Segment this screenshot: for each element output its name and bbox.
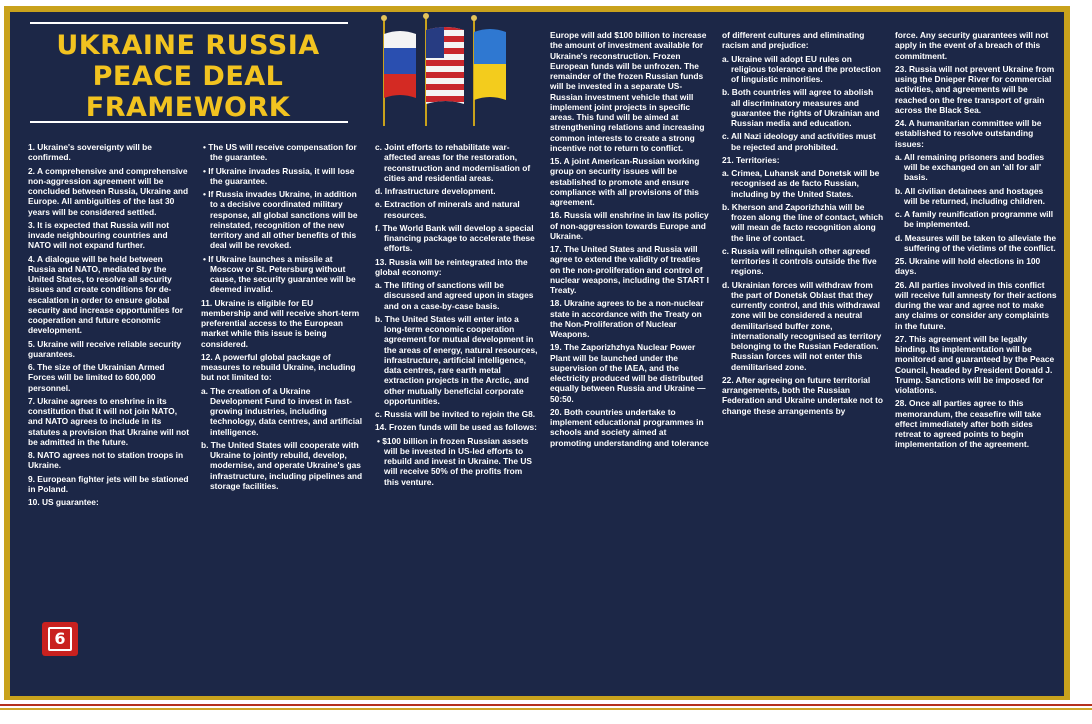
flags-illustration: [360, 8, 520, 136]
red-divider: [0, 704, 1092, 706]
paragraph: d. Infrastructure development.: [375, 186, 496, 196]
paragraph: f. The World Bank will develop a special financing package to accelerate these efforts.: [375, 222, 535, 254]
paragraph: • The US will receive compensation for the guarantee.: [203, 142, 357, 163]
paragraph: 17. The United States and Russia will agree to extend the validity of treaties on the non-proliferation and control of nuclear weapons, including the START I Treaty.: [550, 244, 709, 295]
paragraph: 19. The Zaporizhzhya Nuclear Power Plant will be launched under the supervision of the IAEA, and the electricity produced will be distributed equally between Russia and Ukraine — 50:50.: [550, 342, 706, 404]
paragraph: c. Russia will be invited to rejoin the G8.: [375, 409, 536, 419]
ukraine-flag-icon: [470, 18, 510, 110]
paragraph: 25. Ukraine will hold elections in 100 days.: [895, 256, 1041, 277]
paragraph: 15. A joint American-Russian working group on security issues will be established to promote and ensure compliance with all provisions of this agreement.: [550, 156, 700, 207]
paragraph: 1. Ukraine's sovereignty will be confirmed.: [28, 142, 152, 163]
paragraph: a. All remaining prisoners and bodies will be exchanged on an 'all for all' basis.: [895, 151, 1045, 183]
paragraph: 26. All parties involved in this conflict will receive full amnesty for their actions during the war and agree not to make any claims or consider any complaints in the future.: [895, 279, 1057, 331]
paragraph: 4. A dialogue will be held between Russia and NATO, mediated by the United States, to resolve all security issues and create conditions for de-escalation in order to ensure global security and increase opportunities for cooperation and future economic development.: [28, 253, 183, 336]
page-number-badge: [42, 622, 78, 656]
paragraph: a. Crimea, Luhansk and Donetsk will be recognised as de facto Russian, including by the United States.: [722, 168, 880, 199]
paragraph: of different cultures and eliminating racism and prejudice:: [722, 30, 865, 51]
paragraph: 14. Frozen funds will be used as follows:: [375, 422, 537, 433]
paragraph: b. The United States will cooperate with Ukraine to jointly rebuild, develop, modernise, and operate Ukraine's gas infrastructure, including pipelines and storage facilities.: [201, 439, 363, 491]
paragraph: 28. Once all parties agree to this memorandum, the ceasefire will take effect immediately after both sides retreat to agreed points to begin implementation of the agreement.: [895, 398, 1042, 450]
paragraph: a. The creation of a Ukraine Development Fund to invest in fast-growing industries, including technology, data centres, and artificial intelligence.: [201, 385, 363, 437]
paragraph: 24. A humanitarian committee will be established to resolve outstanding issues:: [895, 118, 1042, 149]
paragraph: 6. The size of the Ukrainian Armed Forces will be limited to 600,000 personnel.: [28, 362, 165, 393]
text-column-4: [550, 30, 710, 451]
paragraph: b. All civilian detainees and hostages will be returned, including children.: [895, 185, 1045, 206]
paragraph: e. Extraction of minerals and natural resources.: [375, 199, 520, 220]
text-column-1: [28, 142, 190, 510]
paragraph: 27. This agreement will be legally binding. Its implementation will be monitored and guaranteed by the Peace Council, headed by President Donald J. Trump. Sanctions will be imposed for violations.: [895, 333, 1055, 395]
text-column-2: [201, 142, 363, 494]
paragraph: b. Both countries will agree to abolish all discriminatory measures and guarantee the rights of Ukrainian and Russian media and education.: [722, 87, 880, 128]
title-top-rule: [30, 22, 348, 24]
text-column-5: [722, 30, 884, 419]
paragraph: c. Russia will relinquish other agreed territories it controls outside the five regions.: [722, 245, 877, 277]
paragraph: 20. Both countries undertake to implement educational programmes in schools and society aimed at promoting understanding and tolerance: [550, 406, 709, 448]
page-number: 6: [48, 627, 72, 651]
paragraph: d. Measures will be taken to alleviate the suffering of the victims of the conflict.: [895, 232, 1057, 253]
paragraph: 8. NATO agrees not to station troops in Ukraine.: [28, 450, 184, 471]
paragraph: Europe will add $100 billion to increase the amount of investment available for Ukraine's reconstruction. Frozen European funds will be unfrozen. The remainder of the frozen Russian funds will be invested in a separate US-Russian investment vehicle that will implement joint projects in specific areas. This fund will be aimed at strengthening relations and increasing common interests to create a strong incentive not to return to conflict.: [550, 30, 707, 153]
paragraph: 5. Ukraine will receive reliable security guarantees.: [28, 338, 182, 359]
paragraph: 9. European fighter jets will be stationed in Poland.: [28, 473, 189, 494]
paragraph: 10. US guarantee:: [28, 497, 99, 507]
text-column-6: [895, 30, 1057, 453]
paragraph: 7. Ukraine agrees to enshrine in its constitution that it will not join NATO, and NATO agrees to include in its statutes a provision that Ukraine will not be admitted in the future.: [28, 395, 190, 447]
paragraph: c. A family reunification programme will be implemented.: [895, 209, 1054, 230]
paragraph: 22. After agreeing on future territorial arrangements, both the Russian Federation and Ukraine undertake not to change these arrangements by: [722, 374, 884, 416]
paragraph: 13. Russia will be reintegrated into the global economy:: [375, 256, 528, 277]
paragraph: • If Ukraine invades Russia, it will lose the guarantee.: [203, 165, 355, 186]
paragraph: b. The United States will enter into a long-term economic cooperation agreement for mutual development in the areas of energy, natural resources, infrastructure, artificial intelligence, data centres, rare earth metal extraction projects in the Arctic, and other mutually beneficial corporate opportunities.: [375, 313, 538, 406]
usa-flag-icon: [420, 18, 470, 110]
paragraph: • $100 billion in frozen Russian assets will be invested in US-led efforts to rebuild and invest in Ukraine. The US will receive 50% of the profits from this venture.: [377, 435, 532, 487]
text-column-3: [375, 142, 538, 490]
paragraph: 12. A powerful global package of measures to rebuild Ukraine, including but not limited to:: [201, 351, 356, 383]
paragraph: c. Joint efforts to rehabilitate war-affected areas for the restoration, reconstruction and modernisation of cities and residential areas.: [375, 142, 531, 183]
paragraph: 11. Ukraine is eligible for EU membership and will receive short-term preferential access to the European market while this issue is being considered.: [201, 297, 360, 349]
gold-divider: [0, 708, 1092, 710]
paragraph: c. All Nazi ideology and activities must be rejected and prohibited.: [722, 131, 876, 152]
paragraph: d. Ukrainian forces will withdraw from the part of Donetsk Oblast that they currently control, and this withdrawal zone will be considered a neutral demilitarised buffer zone, internationally recognised as territory belonging to the Russian Federation. Russian forces will not enter this demilitarised zone.: [722, 279, 882, 372]
paragraph: b. Kherson and Zaporizhzhia will be frozen along the line of contact, which will mean de facto recognition along the line of contact.: [722, 201, 884, 243]
page-title: UKRAINE RUSSIA PEACE DEAL FRAMEWORK: [56, 30, 320, 123]
paragraph: a. The lifting of sanctions will be discussed and agreed upon in stages and on a case-by-case basis.: [375, 280, 534, 311]
paragraph: 2. A comprehensive and comprehensive non-aggression agreement will be concluded between Russia, Ukraine and Europe. All ambiguities of the last 30 years will be considered settled.: [28, 165, 189, 217]
russia-flag-icon: [380, 18, 420, 104]
paragraph: 23. Russia will not prevent Ukraine from using the Dnieper River for commercial activities, and agreements will be reached on the free transport of grain across the Black Sea.: [895, 63, 1055, 115]
paragraph: 18. Ukraine agrees to be a non-nuclear state in accordance with the Treaty on the Non-Proliferation of Nuclear Weapons.: [550, 298, 704, 339]
paragraph: force. Any security guarantees will not apply in the event of a breach of this commitment.: [895, 30, 1049, 61]
paragraph: • If Ukraine launches a missile at Moscow or St. Petersburg without cause, the security guarantee will be deemed invalid.: [203, 253, 356, 295]
paragraph: 16. Russia will enshrine in law its policy of non-aggression towards Europe and Ukraine.: [550, 210, 709, 241]
paragraph: 3. It is expected that Russia will not invade neighbouring countries and NATO will not expand further.: [28, 219, 170, 251]
paragraph: a. Ukraine will adopt EU rules on religious tolerance and the protection of linguistic minorities.: [722, 53, 881, 84]
paragraph: 21. Territories:: [722, 154, 780, 165]
paragraph: • If Russia invades Ukraine, in addition to a decisive coordinated military response, all global sanctions will be reinstated, recognition of the new territory and all other benefits of this deal will be revoked.: [203, 189, 358, 251]
